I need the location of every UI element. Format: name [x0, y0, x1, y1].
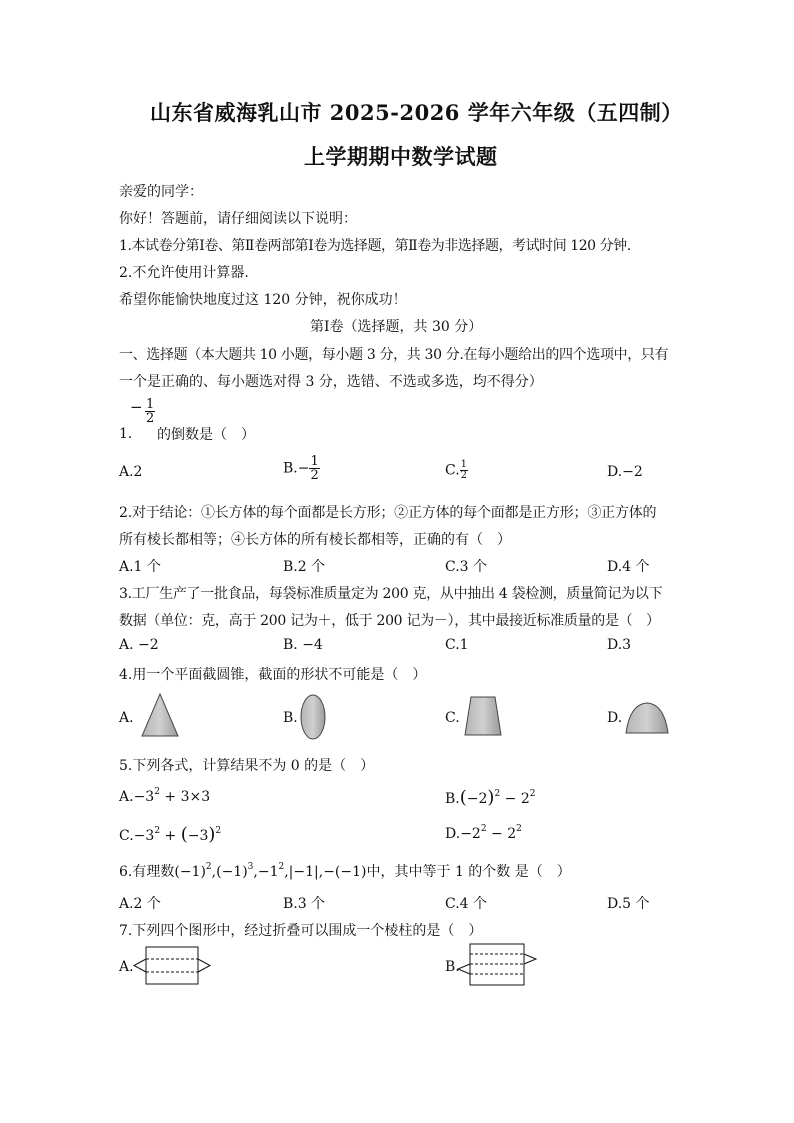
- part1-heading: 第Ⅰ卷（选择题，共 30 分）: [310, 319, 483, 335]
- q5-option-d-prefix: D.: [445, 826, 461, 842]
- q4-triangle-shape: [140, 692, 180, 738]
- q3-option-b: B. −4: [283, 637, 323, 653]
- q1-option-a: A.2: [119, 464, 143, 480]
- q4-parabola-segment-shape: [624, 700, 670, 736]
- q1-fraction-numerator: 1: [146, 397, 155, 412]
- intro-item-2: 2.不允许使用计算器.: [119, 265, 249, 281]
- q1-fraction: [145, 398, 155, 425]
- q5-option-b-expression: $(-2)^2 - 2^2$: [459, 787, 536, 808]
- q6-line-1: [119, 861, 571, 881]
- q5-option-d-expression: $-2^2 - 2^2$: [460, 824, 522, 842]
- q6-suffix: 中，其中等于 1 的个数 是（ ）: [366, 864, 571, 880]
- q1-option-b-prefix: B.: [283, 460, 298, 477]
- q5-option-c-expression: $-3^2 + (-3)^2$: [133, 824, 222, 845]
- part1-instructions-line-1: 一、选择题（本大题共 10 小题，每小题 3 分，共 30 分.在每小题给出的四个选项中，只有: [119, 347, 669, 363]
- q7-option-a: A.: [119, 959, 134, 975]
- q5-line-1: 5.下列各式，计算结果不为 0 的是（ ）: [119, 758, 375, 774]
- q1-option-b-minus: −: [297, 460, 310, 477]
- q4-option-d: D.: [607, 710, 623, 726]
- q7-net-b-diagram: [456, 942, 540, 988]
- q2-option-a: A.1 个: [119, 559, 161, 575]
- intro-wish: 希望你能愉快地度过这 120 分钟，祝你成功！: [119, 292, 407, 308]
- title-line-1: 山东省威海乳山市 2025-2026 学年六年级（五四制）: [150, 100, 683, 125]
- q7-line-1: 7.下列四个图形中，经过折叠可以围成一个棱柱的是（ ）: [119, 923, 483, 939]
- q1-option-c: [445, 460, 468, 481]
- q7-net-a-diagram: [132, 945, 212, 987]
- q5-option-a: [119, 789, 210, 805]
- q2-option-d: D.4 个: [607, 559, 650, 575]
- q3-line-2: 数据（单位：克，高于 200 记为＋，低于 200 记为－），其中最接近标准质量的是（ ）: [119, 613, 660, 629]
- q6-expression: $(-1)^2,(-1)^3,-1^2,|-1|,-(-1)$: [174, 862, 367, 880]
- q1-text: 的倒数是（ ）: [157, 427, 255, 443]
- q3-option-d: D.3: [607, 637, 632, 653]
- part1-instructions-line-2: 一个是正确的、每小题选对得 3 分，选错、不选或多选，均不得分）: [119, 374, 543, 390]
- q4-option-c: C.: [445, 710, 460, 726]
- q6-option-d: D.5 个: [607, 896, 650, 912]
- q3-option-a: A. −2: [119, 637, 159, 653]
- q5-option-a-prefix: A.: [119, 789, 134, 805]
- q2-option-b: B.2 个: [283, 559, 326, 575]
- q5-option-a-expression: $-3^2 + 3\times 3$: [133, 787, 211, 805]
- q2-option-c: C.3 个: [445, 559, 488, 575]
- q1-number: 1.: [119, 426, 133, 442]
- q5-option-c-prefix: C.: [119, 828, 134, 844]
- q5-option-b: [445, 787, 535, 808]
- q1-option-b-numerator: 1: [310, 454, 319, 469]
- q1-minus: −: [130, 398, 143, 416]
- q4-option-a: A.: [119, 710, 134, 726]
- q6-option-c: C.4 个: [445, 896, 488, 912]
- q6-option-b: B.3 个: [283, 896, 326, 912]
- q1-option-c-prefix: C.: [445, 462, 460, 479]
- intro-item-1: 1.本试卷分第Ⅰ卷、第Ⅱ卷两部第Ⅰ卷为选择题，第Ⅱ卷为非选择题，考试时间 120 分钟.: [119, 238, 631, 254]
- q5-option-c: [119, 824, 221, 845]
- q1-fraction-denominator: 2: [146, 411, 155, 426]
- q1-option-b-denominator: 2: [310, 468, 319, 483]
- q3-option-c: C.1: [445, 637, 469, 653]
- q6-option-a: A.2 个: [119, 896, 161, 912]
- q2-line-1: 2.对于结论：①长方体的每个面都是长方形；②正方体的每个面都是正方形；③正方体的: [119, 505, 657, 521]
- q4-line-1: 4.用一个平面截圆锥，截面的形状不可能是（ ）: [119, 667, 427, 683]
- q3-line-1: 3.工厂生产了一批食品，每袋标准质量定为 200 克，从中抽出 4 袋检测，质量简记为以下: [119, 586, 663, 602]
- q1-option-c-numerator: 1: [460, 459, 468, 470]
- q1-option-b: [283, 455, 320, 482]
- q2-line-2: 所有棱长都相等；④长方体的所有棱长都相等，正确的有（ ）: [119, 532, 511, 548]
- q6-prefix: 6.有理数: [119, 864, 175, 880]
- q1-option-d: D.−2: [607, 464, 643, 480]
- intro-hello: 你好！答题前，请仔细阅读以下说明：: [119, 211, 357, 227]
- q1-option-c-denominator: 2: [460, 470, 468, 481]
- q4-trapezoid-shape: [463, 695, 503, 737]
- greeting: 亲爱的同学：: [119, 184, 203, 200]
- q7-option-b: B.: [445, 959, 460, 975]
- q5-option-d: [445, 826, 522, 842]
- title-line-2: 上学期期中数学试题: [304, 144, 498, 169]
- q5-option-b-prefix: B.: [445, 791, 460, 807]
- q4-option-b: B.: [283, 710, 298, 726]
- q4-ellipse-shape: [299, 693, 327, 741]
